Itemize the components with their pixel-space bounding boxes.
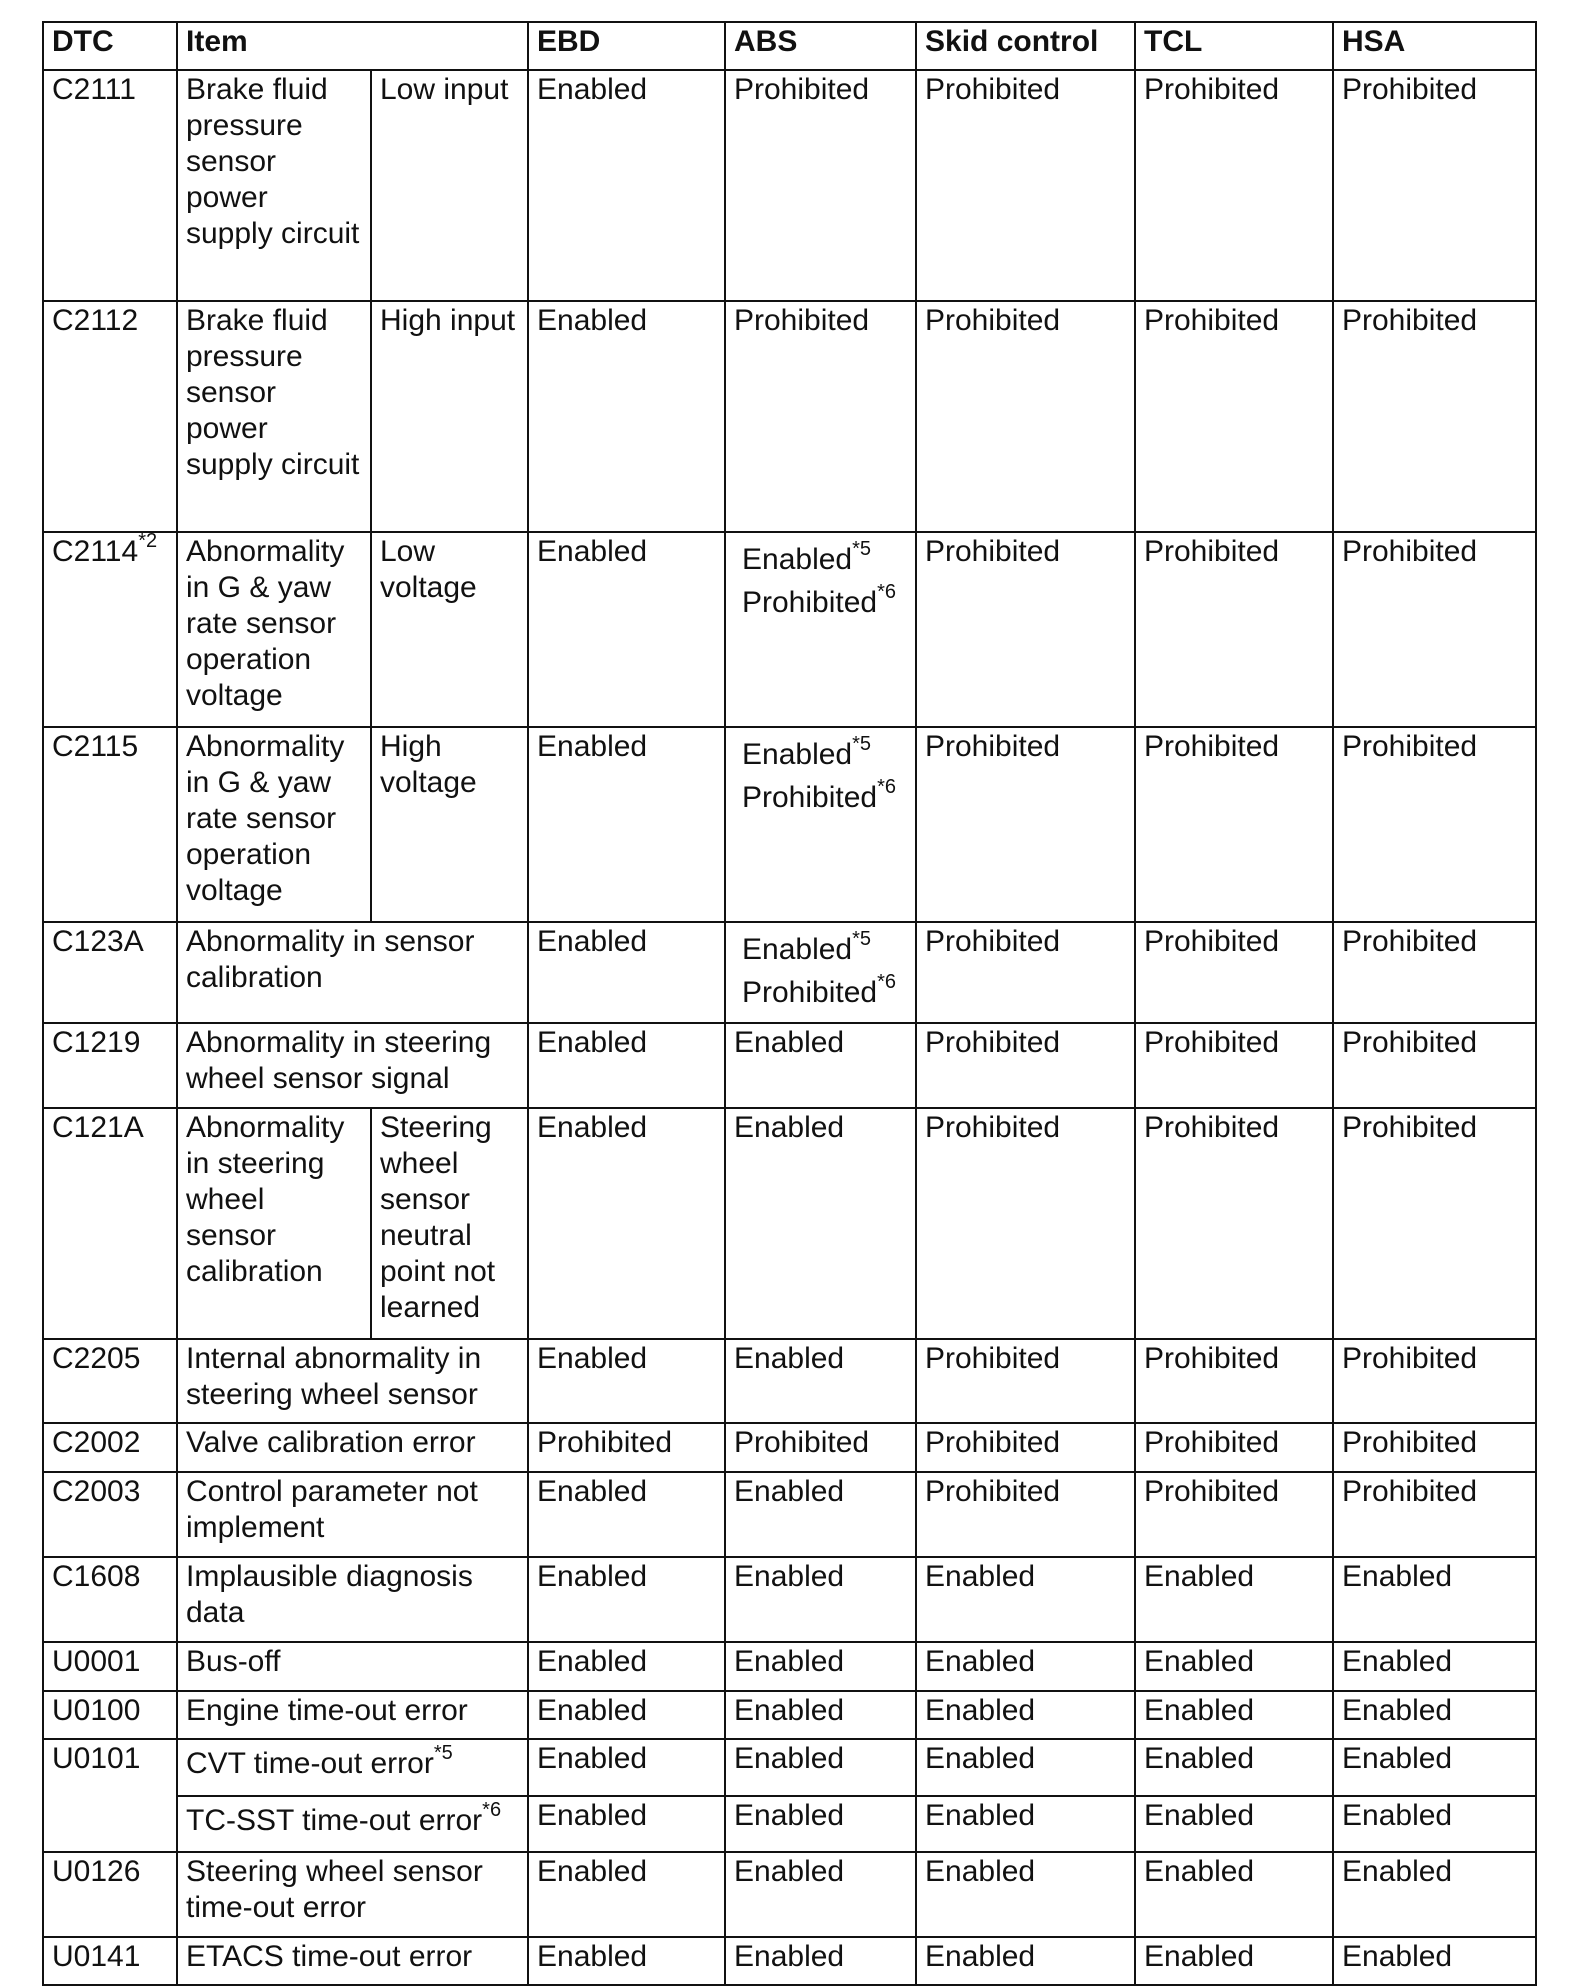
footnote-mark: *6 <box>877 581 896 603</box>
dtc-code: C121A <box>43 1108 177 1339</box>
tcl-status: Enabled <box>1135 1557 1333 1642</box>
abs-status: Enabled <box>725 1691 916 1739</box>
tcl-status: Prohibited <box>1135 1472 1333 1557</box>
ebd-status: Prohibited <box>528 1423 725 1472</box>
item-description: Steering wheel sensor time-out error <box>177 1852 528 1937</box>
table-row <box>43 532 1536 727</box>
ebd-status: Enabled <box>528 1937 725 1985</box>
table-row <box>43 1739 1536 1796</box>
footnote-mark: *5 <box>852 538 872 560</box>
footnote-mark: *5 <box>852 928 872 950</box>
table-row <box>43 1472 1536 1557</box>
hsa-status: Enabled <box>1333 1557 1536 1642</box>
footnote-mark: *6 <box>482 1799 502 1821</box>
table-row <box>43 1642 1536 1691</box>
tcl-status: Prohibited <box>1135 1108 1333 1339</box>
hsa-status: Prohibited <box>1333 1472 1536 1557</box>
dtc-code: C2002 <box>43 1423 177 1472</box>
abs-status: Enabled <box>725 1108 916 1339</box>
abs-status: Enabled <box>725 1739 916 1796</box>
hsa-status: Prohibited <box>1333 1108 1536 1339</box>
skid-control-status: Prohibited <box>916 70 1135 301</box>
table-row <box>43 727 1536 922</box>
header-dtc: DTC <box>43 22 177 70</box>
hsa-status: Enabled <box>1333 1691 1536 1739</box>
item-description: CVT time-out error$^{*5}$ <box>177 1739 528 1796</box>
dtc-code: C2111 <box>43 70 177 301</box>
abs-status-line: Prohibited$^{*6}$ <box>742 581 896 619</box>
dtc-code: C2205 <box>43 1339 177 1423</box>
abs-status-line: Enabled$^{*5}$ <box>742 928 872 966</box>
dtc-code: C2003 <box>43 1472 177 1557</box>
table-row <box>43 1796 1536 1852</box>
abs-status: Enabled <box>725 1852 916 1937</box>
abs-status-line: Enabled$^{*5}$ <box>742 733 872 771</box>
abs-status: Enabled <box>725 1937 916 1985</box>
skid-control-status: Prohibited <box>916 532 1135 727</box>
dtc-code: C1219 <box>43 1023 177 1108</box>
item-description: Abnormality in G & yaw rate sensor operation voltage <box>177 727 371 922</box>
skid-control-status: Enabled <box>916 1642 1135 1691</box>
tcl-status: Prohibited <box>1135 1423 1333 1472</box>
tcl-status: Prohibited <box>1135 301 1333 532</box>
ebd-status: Enabled <box>528 532 725 727</box>
abs-status <box>725 922 916 1023</box>
hsa-status: Prohibited <box>1333 922 1536 1023</box>
ebd-status: Enabled <box>528 301 725 532</box>
table-row <box>43 70 1536 301</box>
item-description: Abnormality in steering wheel sensor signal <box>177 1023 528 1108</box>
table-row <box>43 1423 1536 1472</box>
item-description: Abnormality in sensor calibration <box>177 922 528 1023</box>
item-description: Control parameter not implement <box>177 1472 528 1557</box>
footnote-mark: *5 <box>433 1742 453 1764</box>
ebd-status: Enabled <box>528 1339 725 1423</box>
item-description: Abnormality in G & yaw rate sensor operation voltage <box>177 532 371 727</box>
abs-status <box>725 727 916 922</box>
item-description: Abnormality in steering wheel sensor calibration <box>177 1108 371 1339</box>
header-abs: ABS <box>725 22 916 70</box>
item-detail: Low input <box>371 70 528 301</box>
skid-control-status: Prohibited <box>916 301 1135 532</box>
item-description: ETACS time-out error <box>177 1937 528 1985</box>
dtc-code: C2112 <box>43 301 177 532</box>
footnote-mark: *6 <box>877 776 896 798</box>
abs-status: Prohibited <box>725 301 916 532</box>
table-row <box>43 301 1536 532</box>
skid-control-status: Prohibited <box>916 727 1135 922</box>
hsa-status: Prohibited <box>1333 727 1536 922</box>
tcl-status: Enabled <box>1135 1691 1333 1739</box>
header-row <box>43 22 1536 70</box>
ebd-status: Enabled <box>528 1642 725 1691</box>
tcl-status: Enabled <box>1135 1642 1333 1691</box>
ebd-status: Enabled <box>528 1691 725 1739</box>
ebd-status: Enabled <box>528 1023 725 1108</box>
dtc-code: C2115 <box>43 727 177 922</box>
tcl-status: Enabled <box>1135 1796 1333 1852</box>
ebd-status: Enabled <box>528 727 725 922</box>
dtc-fail-safe-table <box>42 21 1537 1986</box>
abs-status: Prohibited <box>725 70 916 301</box>
dtc-code: U0100 <box>43 1691 177 1739</box>
footnote-mark: *5 <box>852 733 872 755</box>
item-description: TC-SST time-out error$^{*6}$ <box>177 1796 528 1852</box>
skid-control-status: Enabled <box>916 1691 1135 1739</box>
dtc-code: U0141 <box>43 1937 177 1985</box>
dtc-code <box>43 532 177 727</box>
hsa-status: Prohibited <box>1333 1423 1536 1472</box>
ebd-status: Enabled <box>528 1108 725 1339</box>
skid-control-status: Prohibited <box>916 1023 1135 1108</box>
skid-control-status: Enabled <box>916 1852 1135 1937</box>
skid-control-status: Prohibited <box>916 1339 1135 1423</box>
item-description: Brake fluid pressure sensor power supply circuit <box>177 70 371 301</box>
dtc-code: U0101 <box>43 1739 177 1852</box>
header-hsa: HSA <box>1333 22 1536 70</box>
skid-control-status: Prohibited <box>916 1423 1135 1472</box>
item-description: Brake fluid pressure sensor power supply circuit <box>177 301 371 532</box>
dtc-code: C1608 <box>43 1557 177 1642</box>
item-description: Bus-off <box>177 1642 528 1691</box>
skid-control-status: Prohibited <box>916 1108 1135 1339</box>
abs-status-line: Prohibited$^{*6}$ <box>742 776 896 814</box>
abs-status: Enabled <box>725 1339 916 1423</box>
abs-status-line: Enabled$^{*5}$ <box>742 538 872 576</box>
abs-status: Enabled <box>725 1557 916 1642</box>
item-description: Engine time-out error <box>177 1691 528 1739</box>
abs-status: Enabled <box>725 1796 916 1852</box>
skid-control-status: Prohibited <box>916 922 1135 1023</box>
dtc-code: U0001 <box>43 1642 177 1691</box>
tcl-status: Prohibited <box>1135 1023 1333 1108</box>
tcl-status: Prohibited <box>1135 1339 1333 1423</box>
tcl-status: Enabled <box>1135 1739 1333 1796</box>
hsa-status: Enabled <box>1333 1739 1536 1796</box>
tcl-status: Enabled <box>1135 1937 1333 1985</box>
table-row <box>43 1108 1536 1339</box>
tcl-status: Prohibited <box>1135 70 1333 301</box>
abs-status: Enabled <box>725 1472 916 1557</box>
dtc-code-text: C2114 <box>52 535 139 568</box>
abs-status: Enabled <box>725 1642 916 1691</box>
item-detail: Low voltage <box>371 532 528 727</box>
skid-control-status: Enabled <box>916 1796 1135 1852</box>
table-row <box>43 1339 1536 1423</box>
tcl-status: Prohibited <box>1135 922 1333 1023</box>
item-description: Implausible diagnosis data <box>177 1557 528 1642</box>
skid-control-status: Prohibited <box>916 1472 1135 1557</box>
footnote-mark: *6 <box>877 971 896 993</box>
header-item: Item <box>177 22 528 70</box>
table-row <box>43 1852 1536 1937</box>
skid-control-status: Enabled <box>916 1937 1135 1985</box>
ebd-status: Enabled <box>528 1557 725 1642</box>
hsa-status: Prohibited <box>1333 1339 1536 1423</box>
hsa-status: Prohibited <box>1333 301 1536 532</box>
hsa-status: Enabled <box>1333 1937 1536 1985</box>
tcl-status: Prohibited <box>1135 532 1333 727</box>
hsa-status: Enabled <box>1333 1642 1536 1691</box>
table-row <box>43 1557 1536 1642</box>
abs-status: Prohibited <box>725 1423 916 1472</box>
abs-status: Enabled <box>725 1023 916 1108</box>
item-detail: Steering wheel sensor neutral point not learned <box>371 1108 528 1339</box>
skid-control-status: Enabled <box>916 1739 1135 1796</box>
skid-control-status: Enabled <box>916 1557 1135 1642</box>
hsa-status: Prohibited <box>1333 532 1536 727</box>
abs-status-line: Prohibited$^{*6}$ <box>742 971 896 1009</box>
item-detail: High voltage <box>371 727 528 922</box>
ebd-status: Enabled <box>528 1796 725 1852</box>
abs-status <box>725 532 916 727</box>
tcl-status: Enabled <box>1135 1852 1333 1937</box>
table-row <box>43 922 1536 1023</box>
ebd-status: Enabled <box>528 1472 725 1557</box>
ebd-status: Enabled <box>528 922 725 1023</box>
hsa-status: Prohibited <box>1333 70 1536 301</box>
footnote-mark: *2 <box>138 532 158 552</box>
hsa-status: Enabled <box>1333 1796 1536 1852</box>
item-description: Valve calibration error <box>177 1423 528 1472</box>
dtc-code: U0126 <box>43 1852 177 1937</box>
ebd-status: Enabled <box>528 70 725 301</box>
header-ebd: EBD <box>528 22 725 70</box>
dtc-code: C123A <box>43 922 177 1023</box>
hsa-status: Enabled <box>1333 1852 1536 1937</box>
hsa-status: Prohibited <box>1333 1023 1536 1108</box>
item-description: Internal abnormality in steering wheel sensor <box>177 1339 528 1423</box>
header-tcl: TCL <box>1135 22 1333 70</box>
header-skid-control: Skid control <box>916 22 1135 70</box>
ebd-status: Enabled <box>528 1739 725 1796</box>
tcl-status: Prohibited <box>1135 727 1333 922</box>
table-row <box>43 1691 1536 1739</box>
ebd-status: Enabled <box>528 1852 725 1937</box>
table-row <box>43 1023 1536 1108</box>
item-detail: High input <box>371 301 528 532</box>
